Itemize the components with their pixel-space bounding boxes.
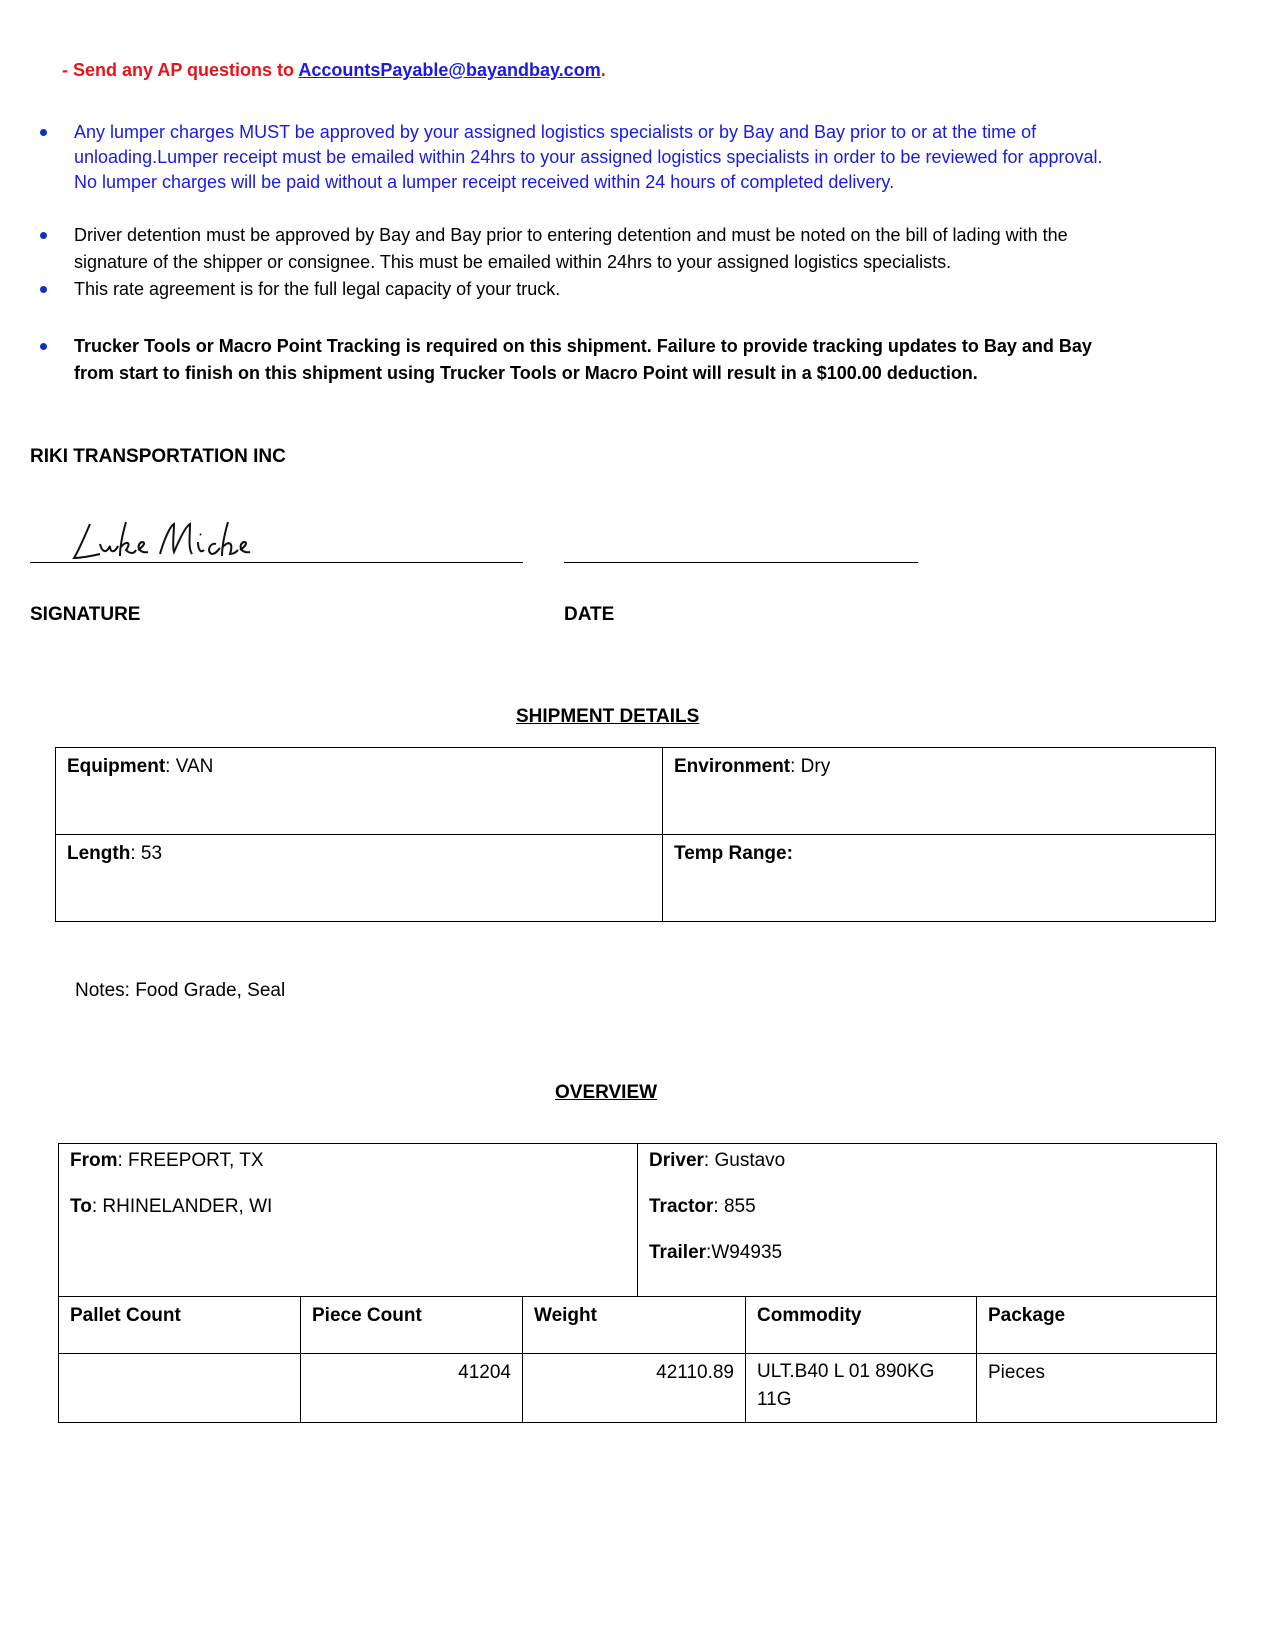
piece-count-cell: 41204 — [301, 1354, 523, 1423]
driver-field: Driver: Gustavo — [649, 1150, 786, 1171]
commodity-cell: ULT.B40 L 01 890KG 11G — [746, 1354, 977, 1423]
header-package: Package — [977, 1297, 1217, 1354]
ap-email-link[interactable]: AccountsPayable@bayandbay.com — [298, 60, 601, 80]
signature-image — [70, 518, 260, 564]
package-cell: Pieces — [977, 1354, 1217, 1423]
rule-lumper: Any lumper charges MUST be approved by your assigned logistics specialists or by Bay and Bay prior to or at the time of unloading.Lumper receipt must be emailed within 24hrs to your assigned logistics specialists in order to be reviewed for approval. No lumper charges will be paid without a lumper receipt received within 24 hours of completed delivery. — [30, 120, 1120, 195]
weight-cell: 42110.89 — [523, 1354, 746, 1423]
signature-label: SIGNATURE — [30, 604, 141, 625]
environment-cell: Environment: Dry — [663, 748, 1216, 835]
signature-line — [30, 562, 523, 563]
bullet-icon — [40, 232, 47, 239]
ap-notice: - Send any AP questions to AccountsPayable@bayandbay.com. — [62, 60, 606, 80]
to-field: To: RHINELANDER, WI — [70, 1196, 273, 1217]
rules-list — [30, 120, 1120, 387]
bullet-icon — [40, 129, 47, 136]
equipment-assignment-cell — [638, 1144, 1217, 1297]
rule-capacity: This rate agreement is for the full legal capacity of your truck. — [30, 276, 1120, 303]
header-piece-count: Piece Count — [301, 1297, 523, 1354]
temp-range-cell: Temp Range: — [663, 835, 1216, 922]
overview-table — [58, 1143, 1217, 1297]
from-field: From: FREEPORT, TX — [70, 1150, 264, 1171]
shipment-details-heading: SHIPMENT DETAILS — [516, 706, 700, 727]
date-line — [564, 562, 918, 563]
rule-tracking: Trucker Tools or Macro Point Tracking is required on this shipment. Failure to provide tracking updates to Bay and Bay from start to finish on this shipment using Trucker Tools or Macro Point will result in a $100.00 deduction. — [30, 333, 1120, 387]
carrier-name: RIKI TRANSPORTATION INC — [30, 446, 286, 467]
freight-header-row — [59, 1297, 1217, 1354]
equipment-cell: Equipment: VAN — [56, 748, 663, 835]
header-pallet-count: Pallet Count — [59, 1297, 301, 1354]
date-label: DATE — [564, 604, 615, 625]
table-row — [59, 1354, 1217, 1423]
header-commodity: Commodity — [746, 1297, 977, 1354]
tractor-field: Tractor: 855 — [649, 1196, 756, 1217]
rule-detention: Driver detention must be approved by Bay and Bay prior to entering detention and must be noted on the bill of lading with the signature of the shipper or consignee. This must be emailed within 24hrs to your assigned logistics specialists. — [30, 222, 1120, 276]
route-cell — [59, 1144, 638, 1297]
overview-heading: OVERVIEW — [555, 1082, 658, 1103]
pallet-count-cell — [59, 1354, 301, 1423]
notes: Notes: Food Grade, Seal — [75, 980, 286, 1001]
trailer-field: Trailer:W94935 — [649, 1242, 783, 1263]
freight-table — [58, 1296, 1217, 1423]
length-cell: Length: 53 — [56, 835, 663, 922]
header-weight: Weight — [523, 1297, 746, 1354]
shipment-details-table — [55, 747, 1216, 922]
bullet-icon — [40, 286, 47, 293]
bullet-icon — [40, 343, 47, 350]
